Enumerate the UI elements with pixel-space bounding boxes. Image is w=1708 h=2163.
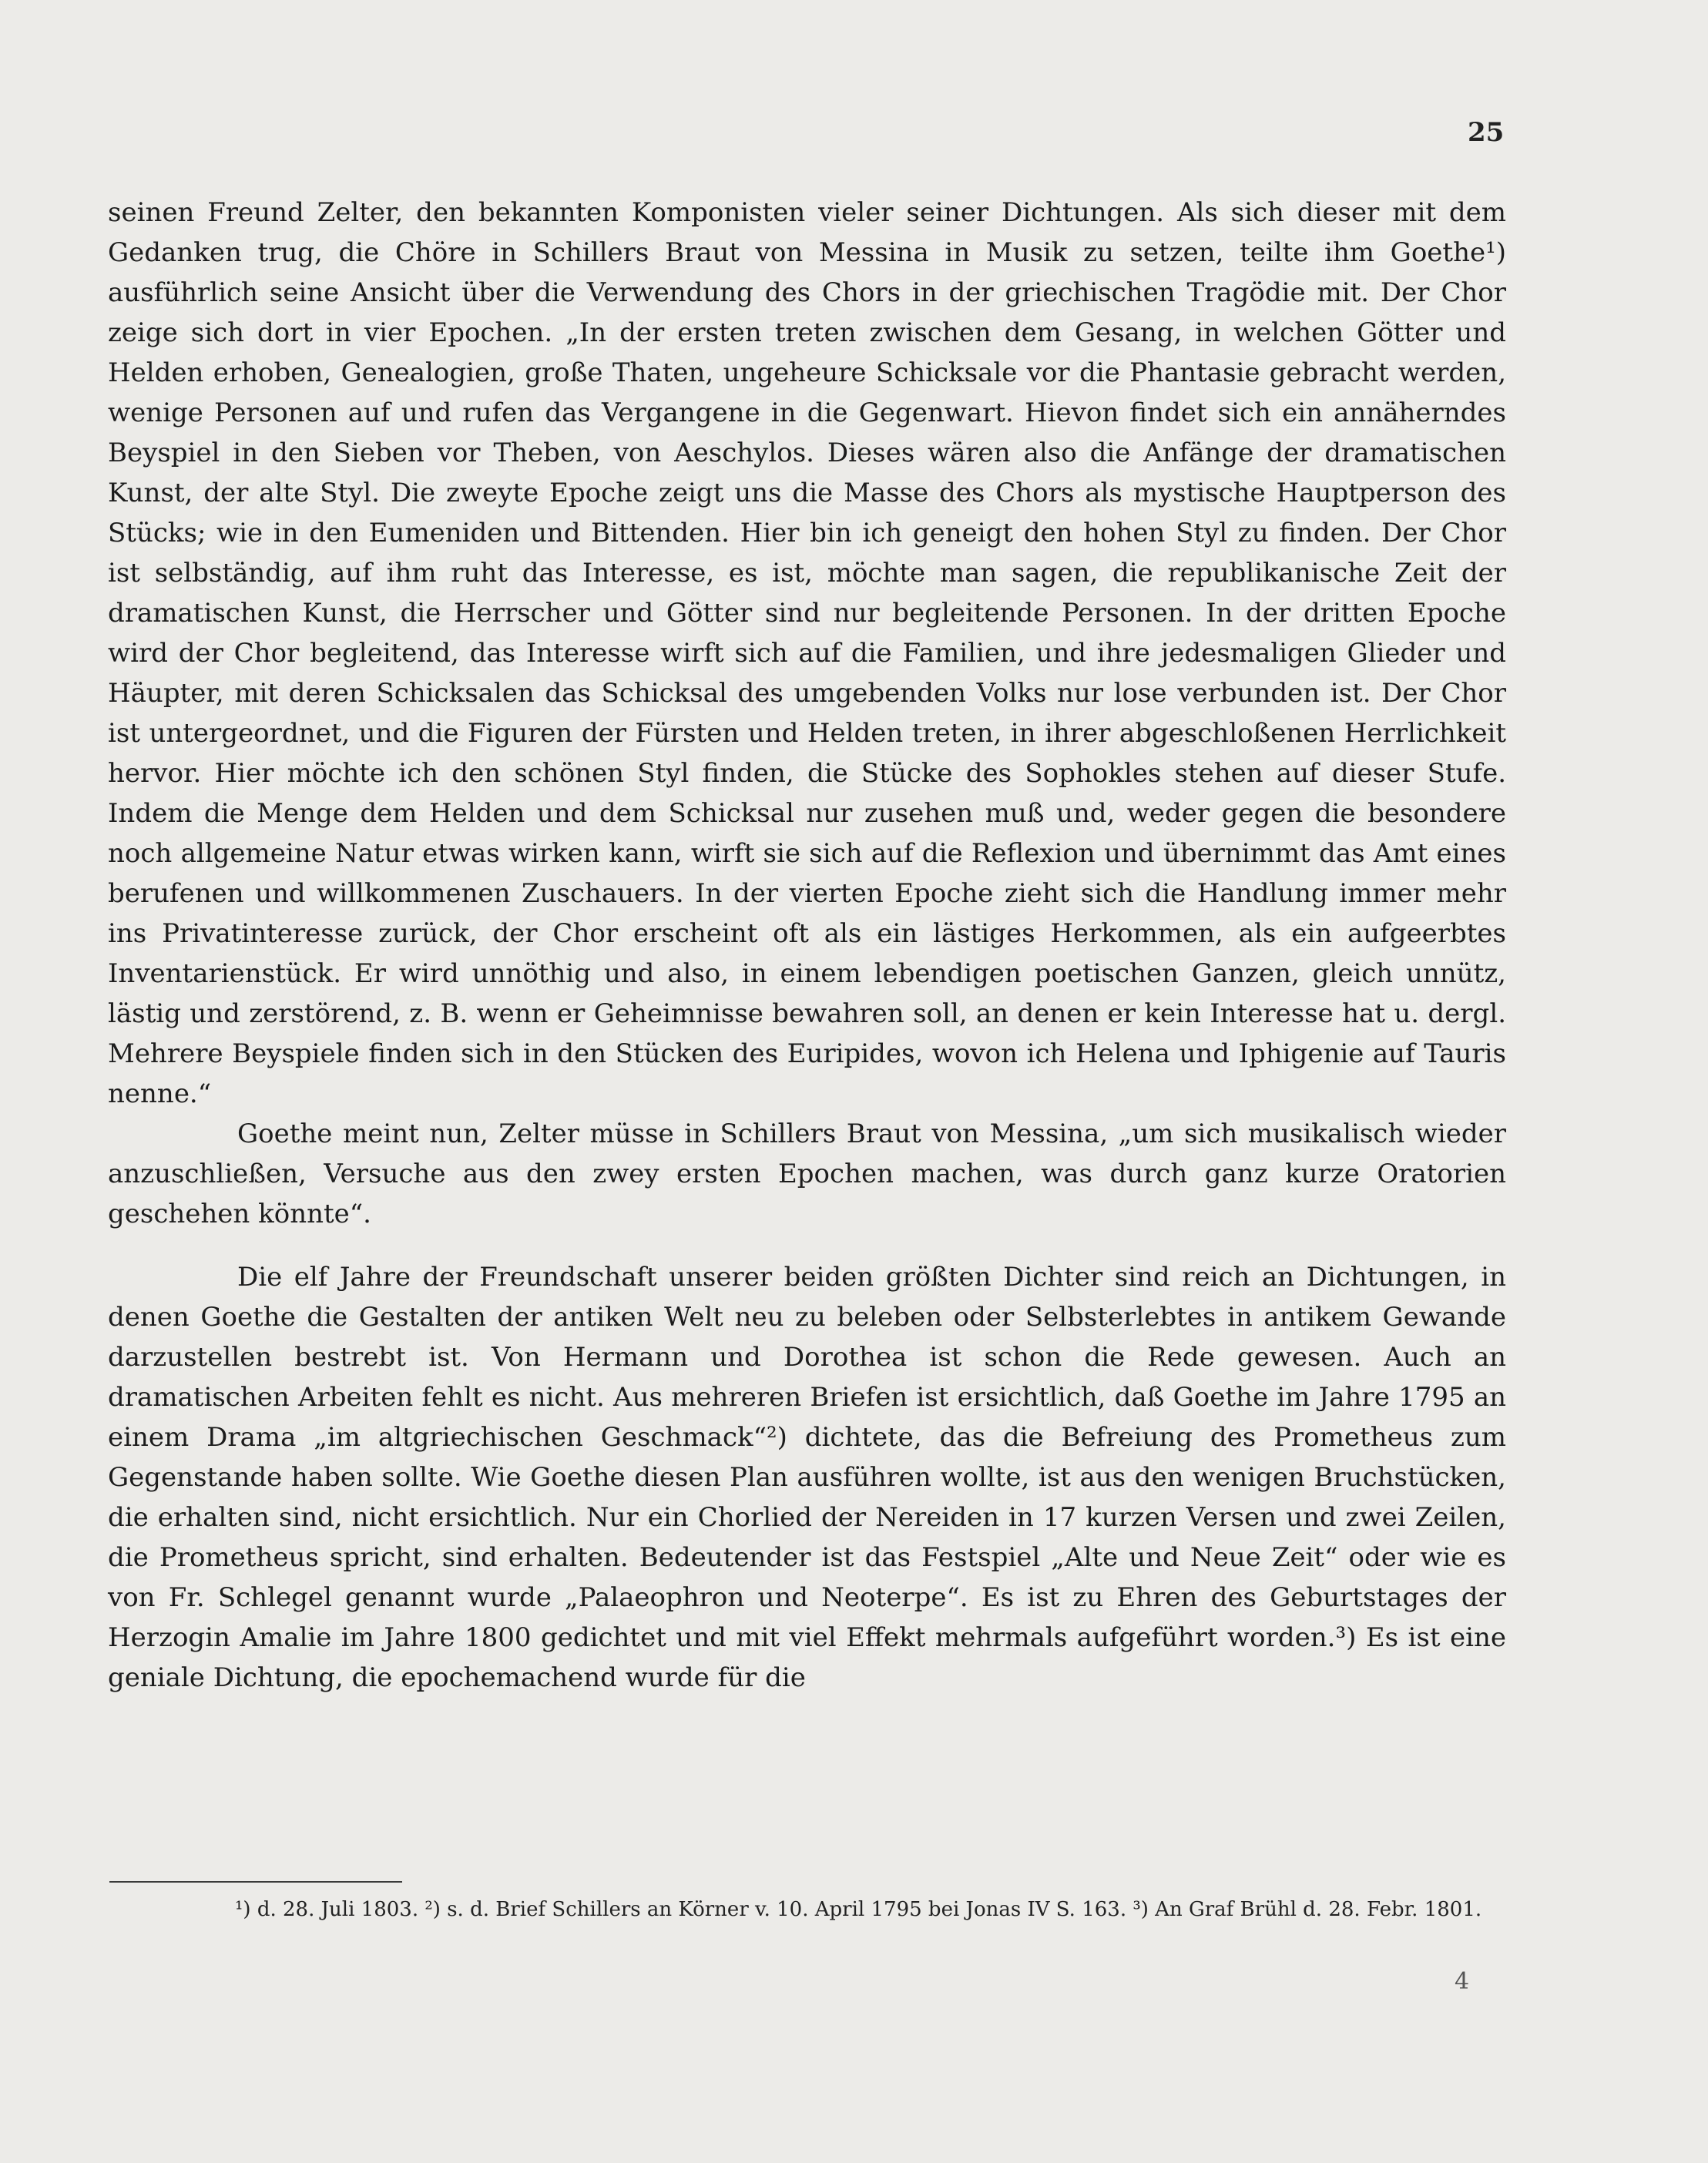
signature-mark: 4 <box>1455 1968 1470 1995</box>
paragraph-3: Die elf Jahre der Freundschaft unserer beiden größten Dichter sind reich an Dichtungen, in denen Goethe die Gestalten der antiken Welt neu zu beleben oder Selbsterlebtes in antikem Gewande darzustellen bestrebt ist. Von Hermann und Dorothea ist schon die Rede gewesen. Auch an dramatischen Arbeiten fehlt es nicht. Aus mehreren Briefen ist ersichtlich, daß Goethe im Jahre 1795 an einem Drama „im altgriechischen Geschmack“²) dichtete, das die Befreiung des Prometheus zum Gegenstande haben sollte. Wie Goethe diesen Plan ausführen wollte, ist aus den wenigen Bruchstücken, die erhalten sind, nicht ersichtlich. Nur ein Chorlied der Nereiden in 17 kurzen Versen und zwei Zeilen, die Prometheus spricht, sind erhalten. Bedeutender ist das Festspiel „Alte und Neue Zeit“ oder wie es von Fr. Schlegel genannt wurde „Palaeophron und Neoterpe“. Es ist zu Ehren des Geburtstages der Herzogin Amalie im Jahre 1800 gedichtet und mit viel Effekt mehrmals aufgeführt worden.³) Es ist eine geniale Dichtung, die epochemachend wurde für die <box>108 1262 1506 1693</box>
page-number: 25 <box>1468 117 1505 148</box>
footnote-divider <box>109 1881 402 1883</box>
footnotes <box>108 1893 1506 1926</box>
footnote-text: ¹) d. 28. Juli 1803. ²) s. d. Brief Schillers an Körner v. 10. April 1795 bei Jonas IV S. 163. ³) An Graf Brühl d. 28. Febr. 1801. <box>235 1898 1482 1921</box>
body-text <box>108 193 1506 1698</box>
paragraph-2: Goethe meint nun, Zelter müsse in Schillers Braut von Messina, „um sich musikalisch wieder anzuschließen, Versuche aus den zwey ersten Epochen machen, was durch ganz kurze Oratorien geschehen könnte“. <box>108 1118 1506 1229</box>
paragraph-1: seinen Freund Zelter, den bekannten Komponisten vieler seiner Dichtungen. Als sich dieser mit dem Gedanken trug, die Chöre in Schillers Braut von Messina in Musik zu setzen, teilte ihm Goethe¹) ausführlich seine Ansicht über die Verwendung des Chors in der griechischen Tragödie mit. Der Chor zeige sich dort in vier Epochen. „In der ersten treten zwischen dem Gesang, in welchen Götter und Helden erhoben, Genealogien, große Thaten, ungeheure Schicksale vor die Phantasie gebracht werden, wenige Personen auf und rufen das Vergangene in die Gegenwart. Hievon findet sich ein annäherndes Beyspiel in den Sieben vor Theben, von Aeschylos. Dieses wären also die Anfänge der dramatischen Kunst, der alte Styl. Die zweyte Epoche zeigt uns die Masse des Chors als mystische Hauptperson des Stücks; wie in den Eumeniden und Bittenden. Hier bin ich geneigt den hohen Styl zu finden. Der Chor ist selbständig, auf ihm ruht das Interesse, es ist, möchte man sagen, die republikanische Zeit der dramatischen Kunst, die Herrscher und Götter sind nur begleitende Personen. In der dritten Epoche wird der Chor begleitend, das Interesse wirft sich auf die Familien, und ihre jedesmaligen Glieder und Häupter, mit deren Schicksalen das Schicksal des umgebenden Volks nur lose verbunden ist. Der Chor ist untergeordnet, und die Figuren der Fürsten und Helden treten, in ihrer abgeschloßenen Herrlichkeit hervor. Hier möchte ich den schönen Styl finden, die Stücke des Sophokles stehen auf dieser Stufe. Indem die Menge dem Helden und dem Schicksal nur zusehen muß und, weder gegen die besondere noch allgemeine Natur etwas wirken kann, wirft sie sich auf die Reflexion und übernimmt das Amt eines berufenen und willkommenen Zuschauers. In der vierten Epoche zieht sich die Handlung immer mehr ins Privatinteresse zurück, der Chor erscheint oft als ein lästiges Herkommen, als ein aufgeerbtes Inventarienstück. Er wird unnöthig und also, in einem lebendigen poetischen Ganzen, gleich unnütz, lästig und zerstörend, z. B. wenn er Geheimnisse bewahren soll, an denen er kein Interesse hat u. dergl. Mehrere Beyspiele finden sich in den Stücken des Euripides, wovon ich Helena und Iphigenie auf Tauris nenne.“ <box>108 197 1506 1109</box>
